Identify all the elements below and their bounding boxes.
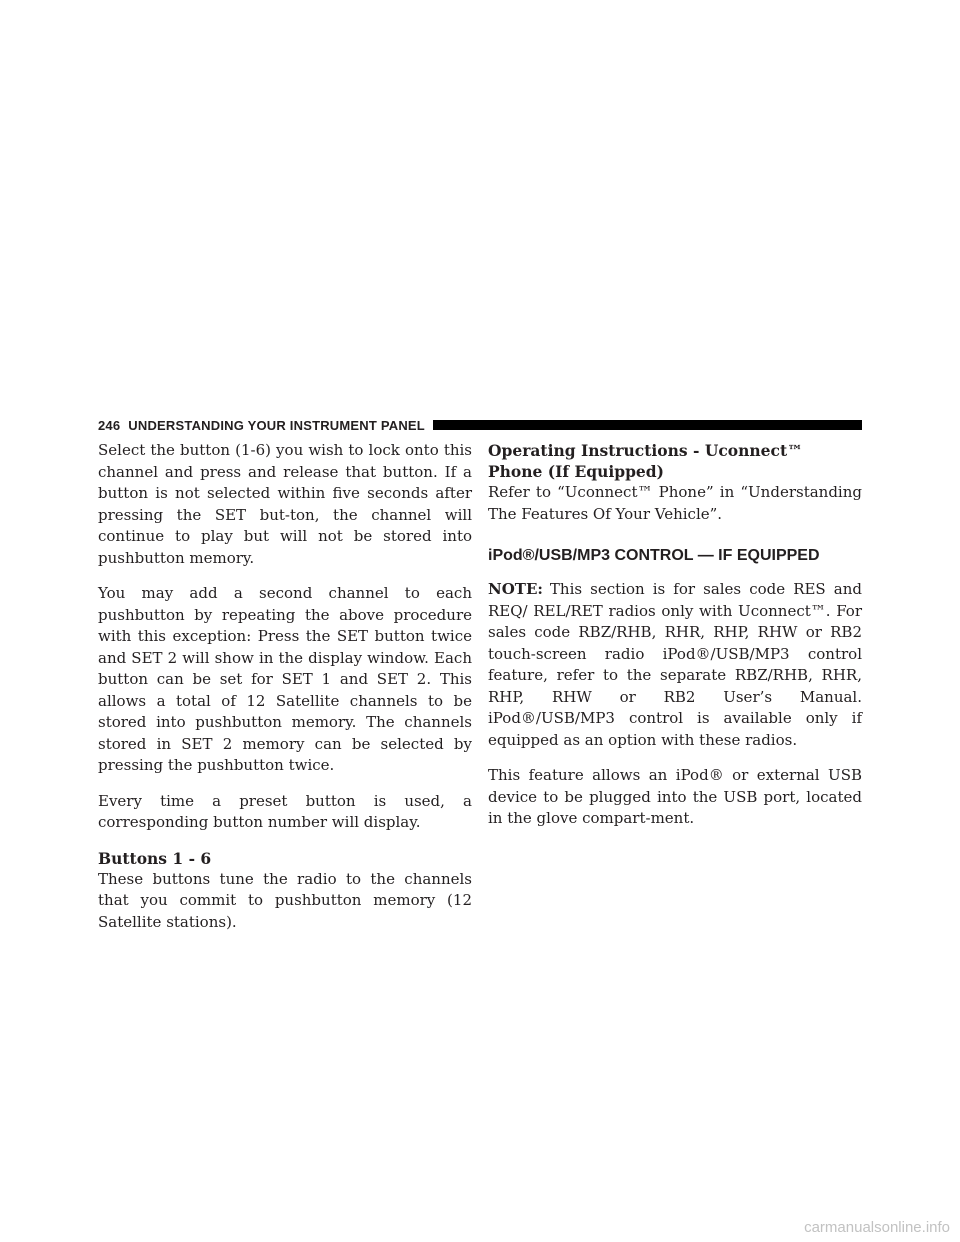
note-text: This section is for sales code RES and REQ/ REL/RET radios only with Uconnect™. For sales code RBZ/RHB, RHR, RHP, RHW or RB2 touch-screen radio iPod®/USB/MP3 control feature, refer to the separate RBZ/RHB, RHR, RHP, RHW or RB2 User’s Manual. iPod®/USB/MP3 control is available only if equipped as an option with these radios. [488,580,862,749]
note-label: NOTE: [488,580,543,598]
subheading-buttons: Buttons 1 - 6 [98,848,212,868]
page-number: 246 [98,417,121,433]
section-title: UNDERSTANDING YOUR INSTRUMENT PANEL [128,417,425,433]
paragraph-second-channel: You may add a second channel to each pushbutton by repeating the above procedure with this exception: Press the SET button twice and SET 2 will show in the display window. Each button can be set for SET 1 and SET 2. This allows a total of 12 Satellite channels to be stored into pushbutton memory. The channels stored in SET 2 memory can be selected by pressing the pushbutton twice. [98,584,472,774]
subheading-operating-instructions: Operating Instructions - Uconnect™ Phone (If Equipped) [488,441,803,481]
right-column [488,440,862,844]
paragraph-buttons-tune: These buttons tune the radio to the channels that you commit to pushbutton memory (12 Satellite stations). [98,869,472,931]
watermark: carmanualsonline.info [804,1219,950,1236]
paragraph-select-button: Select the button (1-6) you wish to lock onto this channel and press and release that button. If a button is not selected within five seconds after pressing the SET but-ton, the channel will continue to play but will not be stored into pushbutton memory. [98,441,472,567]
paragraph-refer-uconnect: Refer to “Uconnect™ Phone” in “Understanding The Features Of Your Vehicle”. [488,483,862,523]
paragraph-preset-display: Every time a preset button is used, a corresponding button number will display. [98,791,472,831]
left-column [98,440,472,947]
note-paragraph [488,579,862,751]
section-heading-ipod-usb: iPod®/USB/MP3 CONTROL — IF EQUIPPED [488,547,820,564]
page-header [98,417,862,433]
paragraph-feature-usb: This feature allows an iPod® or external USB device to be plugged into the USB port, located in the glove compart-ment. [488,766,862,827]
header-rule [433,420,862,430]
